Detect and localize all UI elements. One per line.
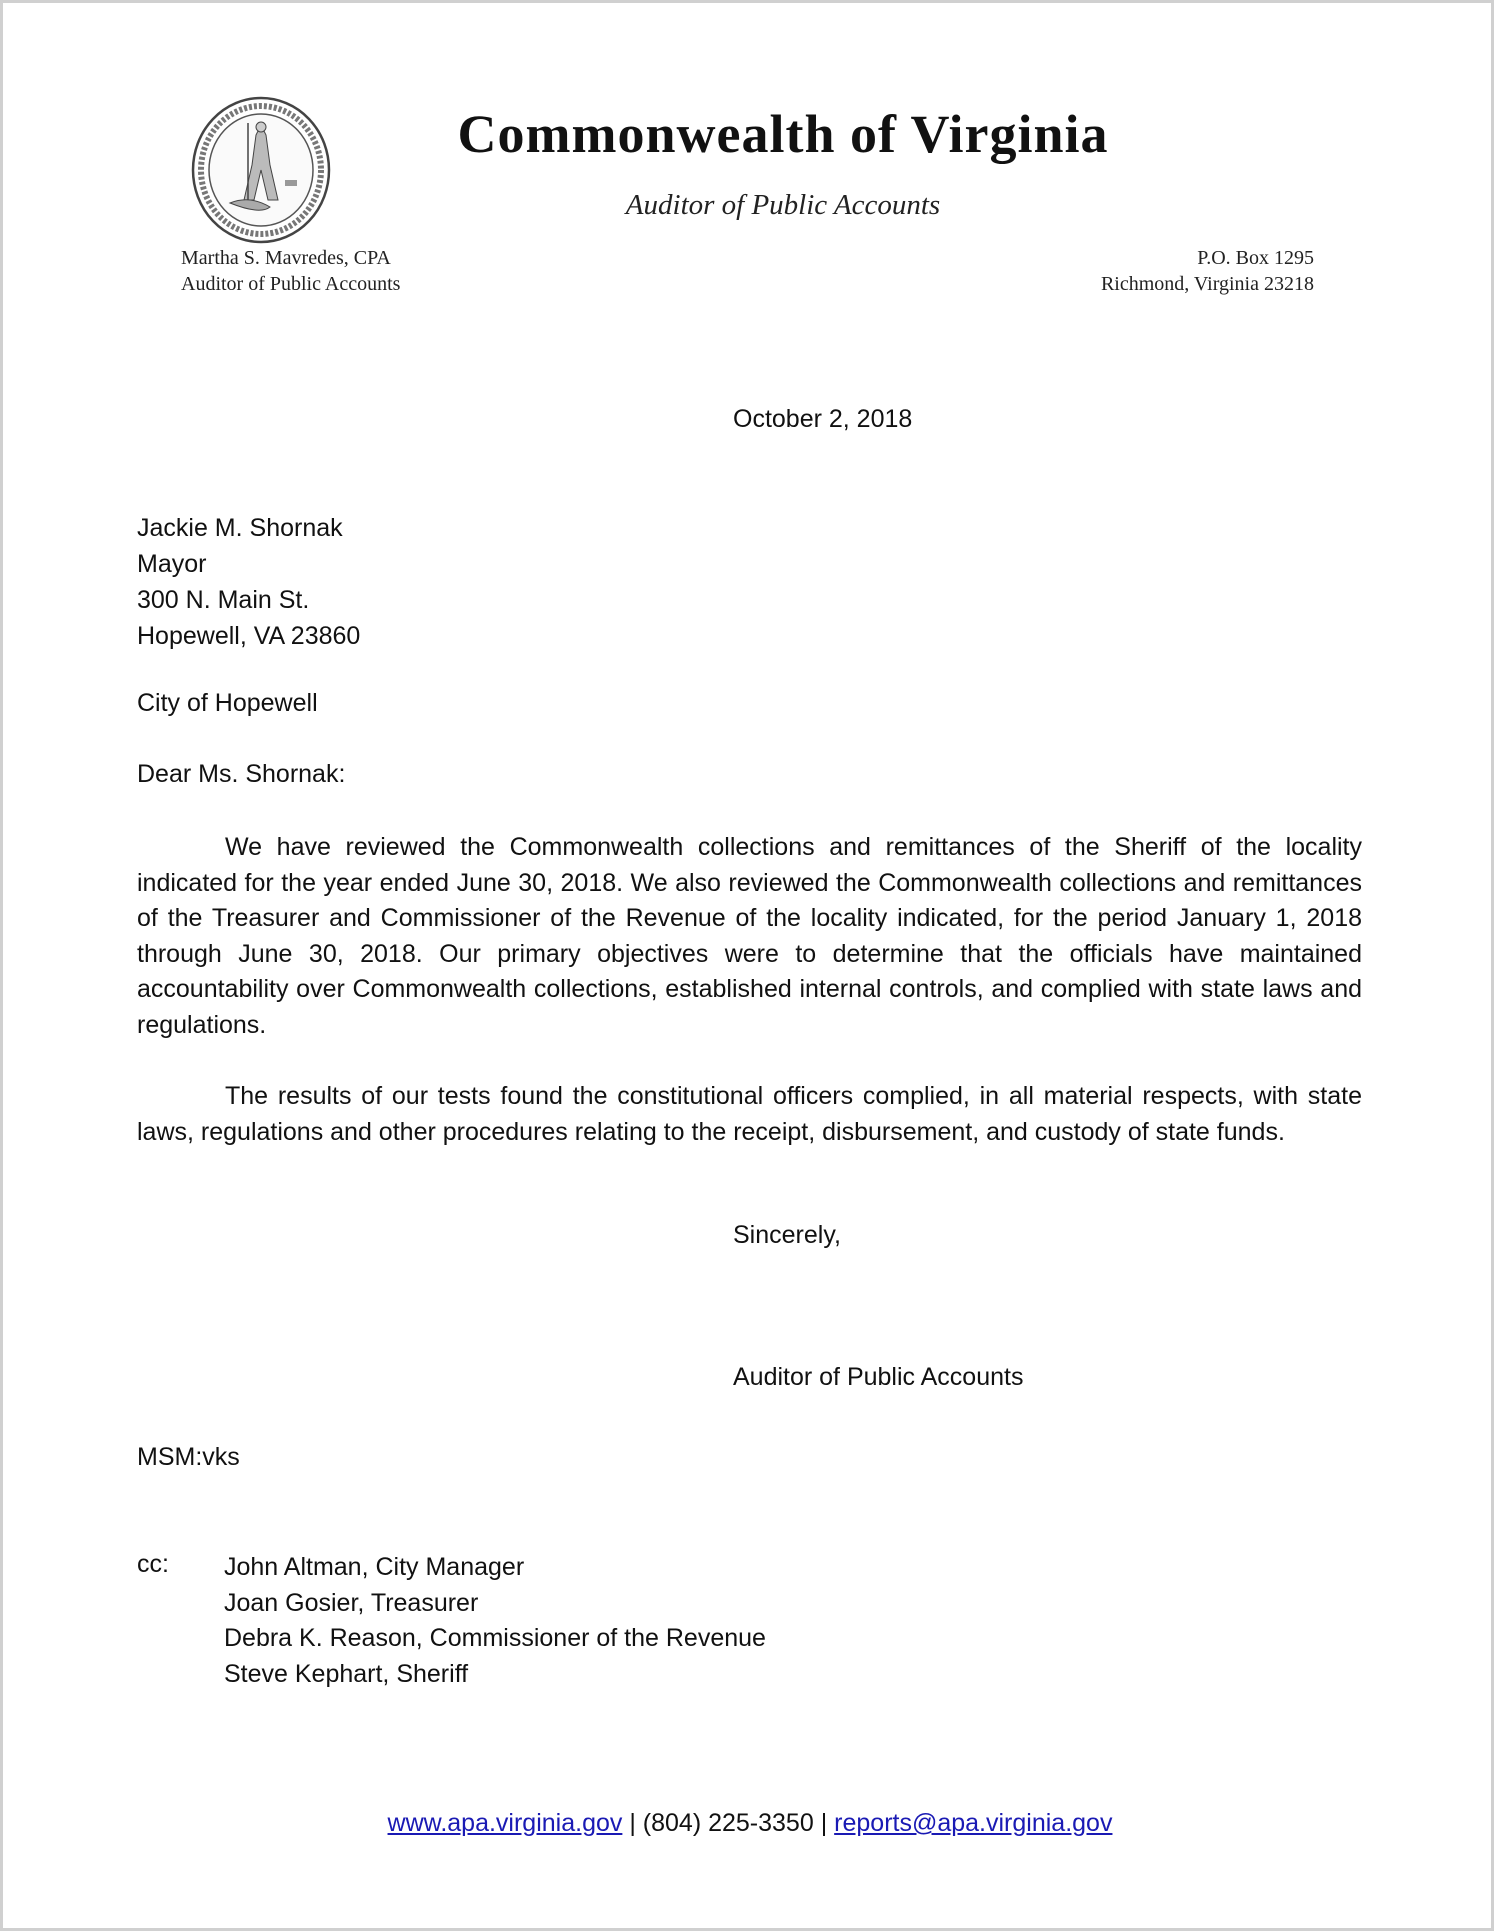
cc-recipient: Steve Kephart, Sheriff <box>224 1660 469 1689</box>
cc-recipient: Debra K. Reason, Commissioner of the Revenue <box>224 1624 766 1653</box>
cc-list <box>224 1550 766 1693</box>
auditor-block <box>181 245 400 297</box>
po-box: P.O. Box 1295 <box>1197 247 1314 269</box>
letter-date: October 2, 2018 <box>733 405 913 433</box>
cc-label: cc: <box>137 1550 169 1578</box>
phone-number: (804) 225-3350 <box>642 1809 814 1837</box>
letterhead-subtitle: Auditor of Public Accounts <box>625 189 941 221</box>
website-link[interactable]: www.apa.virginia.gov <box>387 1809 623 1837</box>
cc-recipient: John Altman, City Manager <box>224 1553 525 1581</box>
signature-line: Auditor of Public Accounts <box>733 1363 1024 1391</box>
footer-contact <box>3 1809 1494 1838</box>
email-link[interactable]: reports@apa.virginia.gov <box>834 1809 1113 1837</box>
auditor-name: Martha S. Mavredes, CPA <box>181 247 391 269</box>
recipient-address <box>137 510 360 654</box>
reference-initials: MSM:vks <box>137 1443 240 1471</box>
virginia-state-seal-icon <box>190 95 332 245</box>
recipient-city: Hopewell, VA 23860 <box>137 622 361 650</box>
salutation: Dear Ms. Shornak: <box>137 760 346 788</box>
recipient-title: Mayor <box>137 550 207 578</box>
recipient-street: 300 N. Main St. <box>137 586 310 614</box>
letterhead-title: Commonwealth of Virginia <box>457 104 1109 164</box>
auditor-title: Auditor of Public Accounts <box>181 273 401 295</box>
locality-line: City of Hopewell <box>137 689 318 717</box>
city-state-zip: Richmond, Virginia 23218 <box>1100 273 1314 295</box>
closing: Sincerely, <box>733 1221 841 1249</box>
office-address-block <box>1101 245 1314 297</box>
body-paragraph-1: We have reviewed the Commonwealth collections and remittances of the Sheriff of the locality indicated for the year ended June 30, 2018. We also reviewed the Commonwealth collections and remittances of the Treasurer and Commissioner of the Revenue of the locality indicated, for the period January 1, 2018 through June 30, 2018. Our primary objectives were to determine that the officials have maintained accountability over Commonwealth collections, established internal controls, and complied with state laws and regulations. <box>137 833 1362 1039</box>
footer-separator: | <box>820 1809 828 1837</box>
recipient-name: Jackie M. Shornak <box>137 514 343 542</box>
body-paragraph-2: The results of our tests found the constitutional officers complied, in all material respects, with state laws, regulations and other procedures relating to the receipt, disbursement, and custody of state funds. <box>137 1082 1362 1146</box>
footer-separator: | <box>629 1809 636 1837</box>
cc-recipient: Joan Gosier, Treasurer <box>224 1588 479 1617</box>
